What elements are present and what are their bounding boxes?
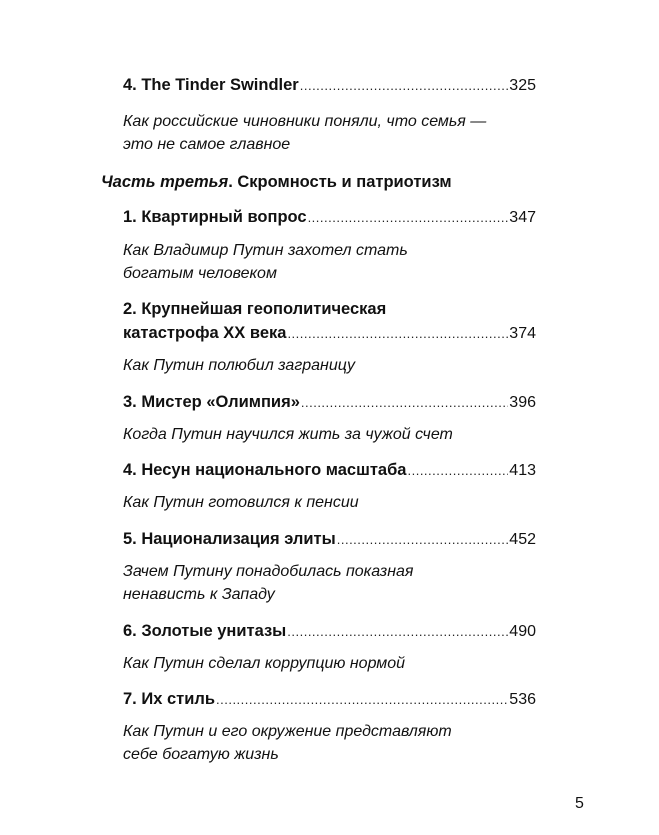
subtitle-line: Как российские чиновники поняли, что семья — — [123, 113, 487, 130]
toc-entry-subtitle — [123, 354, 543, 377]
toc-entry-4-tinder-swindler[interactable] — [123, 73, 536, 98]
toc-entry-title-line — [123, 687, 536, 712]
subtitle-line: Зачем Путину понадобилась показная — [123, 563, 414, 580]
subtitle-line: Как Путин сделал коррупцию нормой — [123, 655, 406, 672]
toc-entry-title-line — [123, 619, 536, 644]
subtitle-line: Как Путин готовился к пенсии — [123, 494, 359, 511]
toc-entry-5[interactable] — [123, 527, 536, 552]
dot-leader — [337, 528, 509, 552]
toc-entry-page: 374 — [509, 325, 536, 342]
toc-entry-title-line — [123, 205, 536, 230]
subtitle-line: это не самое главное — [123, 136, 291, 153]
subtitle-line: богатым человеком — [123, 265, 277, 282]
toc-entry-6[interactable] — [123, 619, 536, 644]
toc-entry-title: 4. Несун национального масштаба — [123, 461, 407, 479]
subtitle-line: Когда Путин научился жить за чужой счет — [123, 426, 453, 443]
toc-entry-title-line — [123, 527, 536, 552]
toc-entry-title-cont: катастрофа XX века — [123, 324, 287, 342]
subtitle-line: Как Путин и его окружение представляют — [123, 723, 452, 740]
toc-entry-title: 5. Национализация элиты — [123, 530, 336, 548]
dot-leader — [287, 620, 508, 644]
toc-entry-page: 536 — [509, 691, 536, 708]
dot-leader — [308, 206, 509, 230]
dot-leader — [216, 688, 508, 712]
toc-entry-subtitle — [123, 491, 543, 514]
dot-leader — [301, 391, 508, 415]
toc-entry-title: 7. Их стиль — [123, 690, 215, 708]
subtitle-line: Как Путин полюбил заграницу — [123, 357, 356, 374]
subtitle-line: Как Владимир Путин захотел стать — [123, 242, 408, 259]
toc-entry-title-line — [123, 73, 536, 98]
toc-entry-page: 490 — [509, 623, 536, 640]
subtitle-line: себе богатую жизнь — [123, 746, 279, 763]
toc-entry-page: 413 — [509, 462, 536, 479]
toc-entry-3[interactable] — [123, 390, 536, 415]
toc-entry-subtitle — [123, 110, 543, 156]
subtitle-line: ненависть к Западу — [123, 586, 275, 603]
toc-entry-subtitle — [123, 560, 543, 606]
page-number: 5 — [575, 795, 584, 812]
part-label: Часть третья — [101, 173, 229, 191]
toc-entry-page: 325 — [509, 77, 536, 94]
toc-entry-4[interactable] — [123, 458, 536, 483]
toc-entry-page: 452 — [509, 531, 536, 548]
toc-entry-subtitle — [123, 720, 543, 766]
toc-entry-title: 2. Крупнейшая геополитическая — [123, 300, 387, 318]
toc-entry-title: 3. Мистер «Олимпия» — [123, 393, 300, 411]
part-heading — [101, 170, 452, 194]
toc-entry-2[interactable] — [123, 297, 536, 346]
toc-entry-page: 347 — [509, 209, 536, 226]
toc-entry-subtitle — [123, 239, 543, 285]
part-title: . Скромность и патриотизм — [228, 173, 452, 191]
toc-entry-title: 6. Золотые унитазы — [123, 622, 287, 640]
toc-entry-1[interactable] — [123, 205, 536, 230]
dot-leader — [300, 74, 509, 98]
toc-entry-title: 4. The Tinder Swindler — [123, 76, 299, 94]
toc-entry-subtitle — [123, 423, 543, 446]
toc-entry-page: 396 — [509, 394, 536, 411]
dot-leader — [407, 459, 508, 483]
toc-entry-title: 1. Квартирный вопрос — [123, 208, 307, 226]
toc-entry-title-line — [123, 390, 536, 415]
toc-entry-title-line — [123, 458, 536, 483]
toc-entry-title-line — [123, 321, 536, 346]
toc-entry-7[interactable] — [123, 687, 536, 712]
dot-leader — [287, 322, 508, 346]
toc-entry-subtitle — [123, 652, 543, 675]
